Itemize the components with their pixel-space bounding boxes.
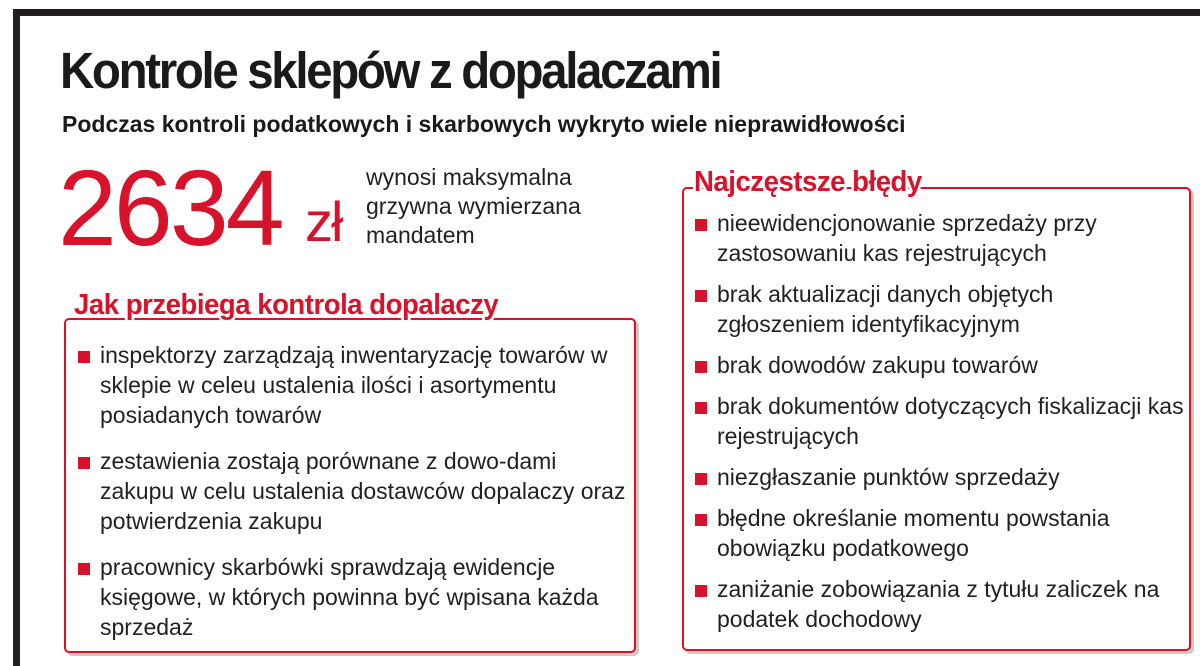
list-item-text: brak aktualizacji danych objętych zgłoszeniem identyfikacyjnym xyxy=(717,281,1054,337)
square-bullet-icon xyxy=(695,290,707,302)
list-item xyxy=(78,446,628,536)
list-item-text: niezgłaszanie punktów sprzedaży xyxy=(717,464,1060,490)
common-errors-heading: Najczęstsze błędy xyxy=(694,166,922,198)
list-item-text: nieewidencjonowanie sprzedaży przy zastosowaniu kas rejestrujących xyxy=(717,210,1097,266)
inspection-process-list xyxy=(78,340,628,658)
list-item xyxy=(695,574,1185,634)
square-bullet-icon xyxy=(695,514,707,526)
list-item xyxy=(695,350,1185,380)
fine-amount-unit: zł xyxy=(305,190,342,253)
fine-amount-description: wynosi maksymalna grzywna wymierzana mandatem xyxy=(366,164,581,248)
list-item-text: brak dokumentów dotyczących fiskalizacji kas rejestrujących xyxy=(717,393,1184,449)
list-item-text: brak dowodów zakupu towarów xyxy=(717,352,1038,378)
list-item xyxy=(695,391,1185,451)
page-title: Kontrole sklepów z dopalaczami xyxy=(60,42,721,99)
list-item-text: zestawienia zostają porównane z dowo-dami zakupu w celu ustalenia dostawców dopalaczy oraz potwierdzenia zakupu xyxy=(100,448,626,534)
list-item-text: zaniżanie zobowiązania z tytułu zaliczek na podatek dochodowy xyxy=(717,576,1160,632)
list-item-text: pracownicy skarbówki sprawdzają ewidencje księgowe, w których powinna być wpisana każda sprzedaż xyxy=(100,554,599,640)
square-bullet-icon xyxy=(695,219,707,231)
list-item xyxy=(78,552,628,642)
square-bullet-icon xyxy=(78,457,90,469)
list-item xyxy=(695,503,1185,563)
inspection-process-heading: Jak przebiega kontrola dopalaczy xyxy=(74,289,499,321)
list-item-text: błędne określanie momentu powstania obowiązku podatkowego xyxy=(717,505,1110,561)
list-item xyxy=(695,462,1185,492)
list-item xyxy=(695,208,1185,268)
square-bullet-icon xyxy=(78,351,90,363)
list-item-text: inspektorzy zarządzają inwentaryzację towarów w sklepie w celeu ustalenia ilości i asortymentu posiadanych towarów xyxy=(100,342,608,428)
frame-left-bar xyxy=(13,9,20,666)
square-bullet-icon xyxy=(695,585,707,597)
square-bullet-icon xyxy=(695,361,707,373)
common-errors-list xyxy=(695,208,1185,645)
page-subtitle: Podczas kontroli podatkowych i skarbowych wykryto wiele nieprawidłowości xyxy=(62,111,906,137)
frame-top-bar xyxy=(13,9,1200,16)
square-bullet-icon xyxy=(695,402,707,414)
square-bullet-icon xyxy=(78,563,90,575)
list-item xyxy=(695,279,1185,339)
list-item xyxy=(78,340,628,430)
square-bullet-icon xyxy=(695,473,707,485)
fine-amount-value: 2634 xyxy=(58,147,282,268)
